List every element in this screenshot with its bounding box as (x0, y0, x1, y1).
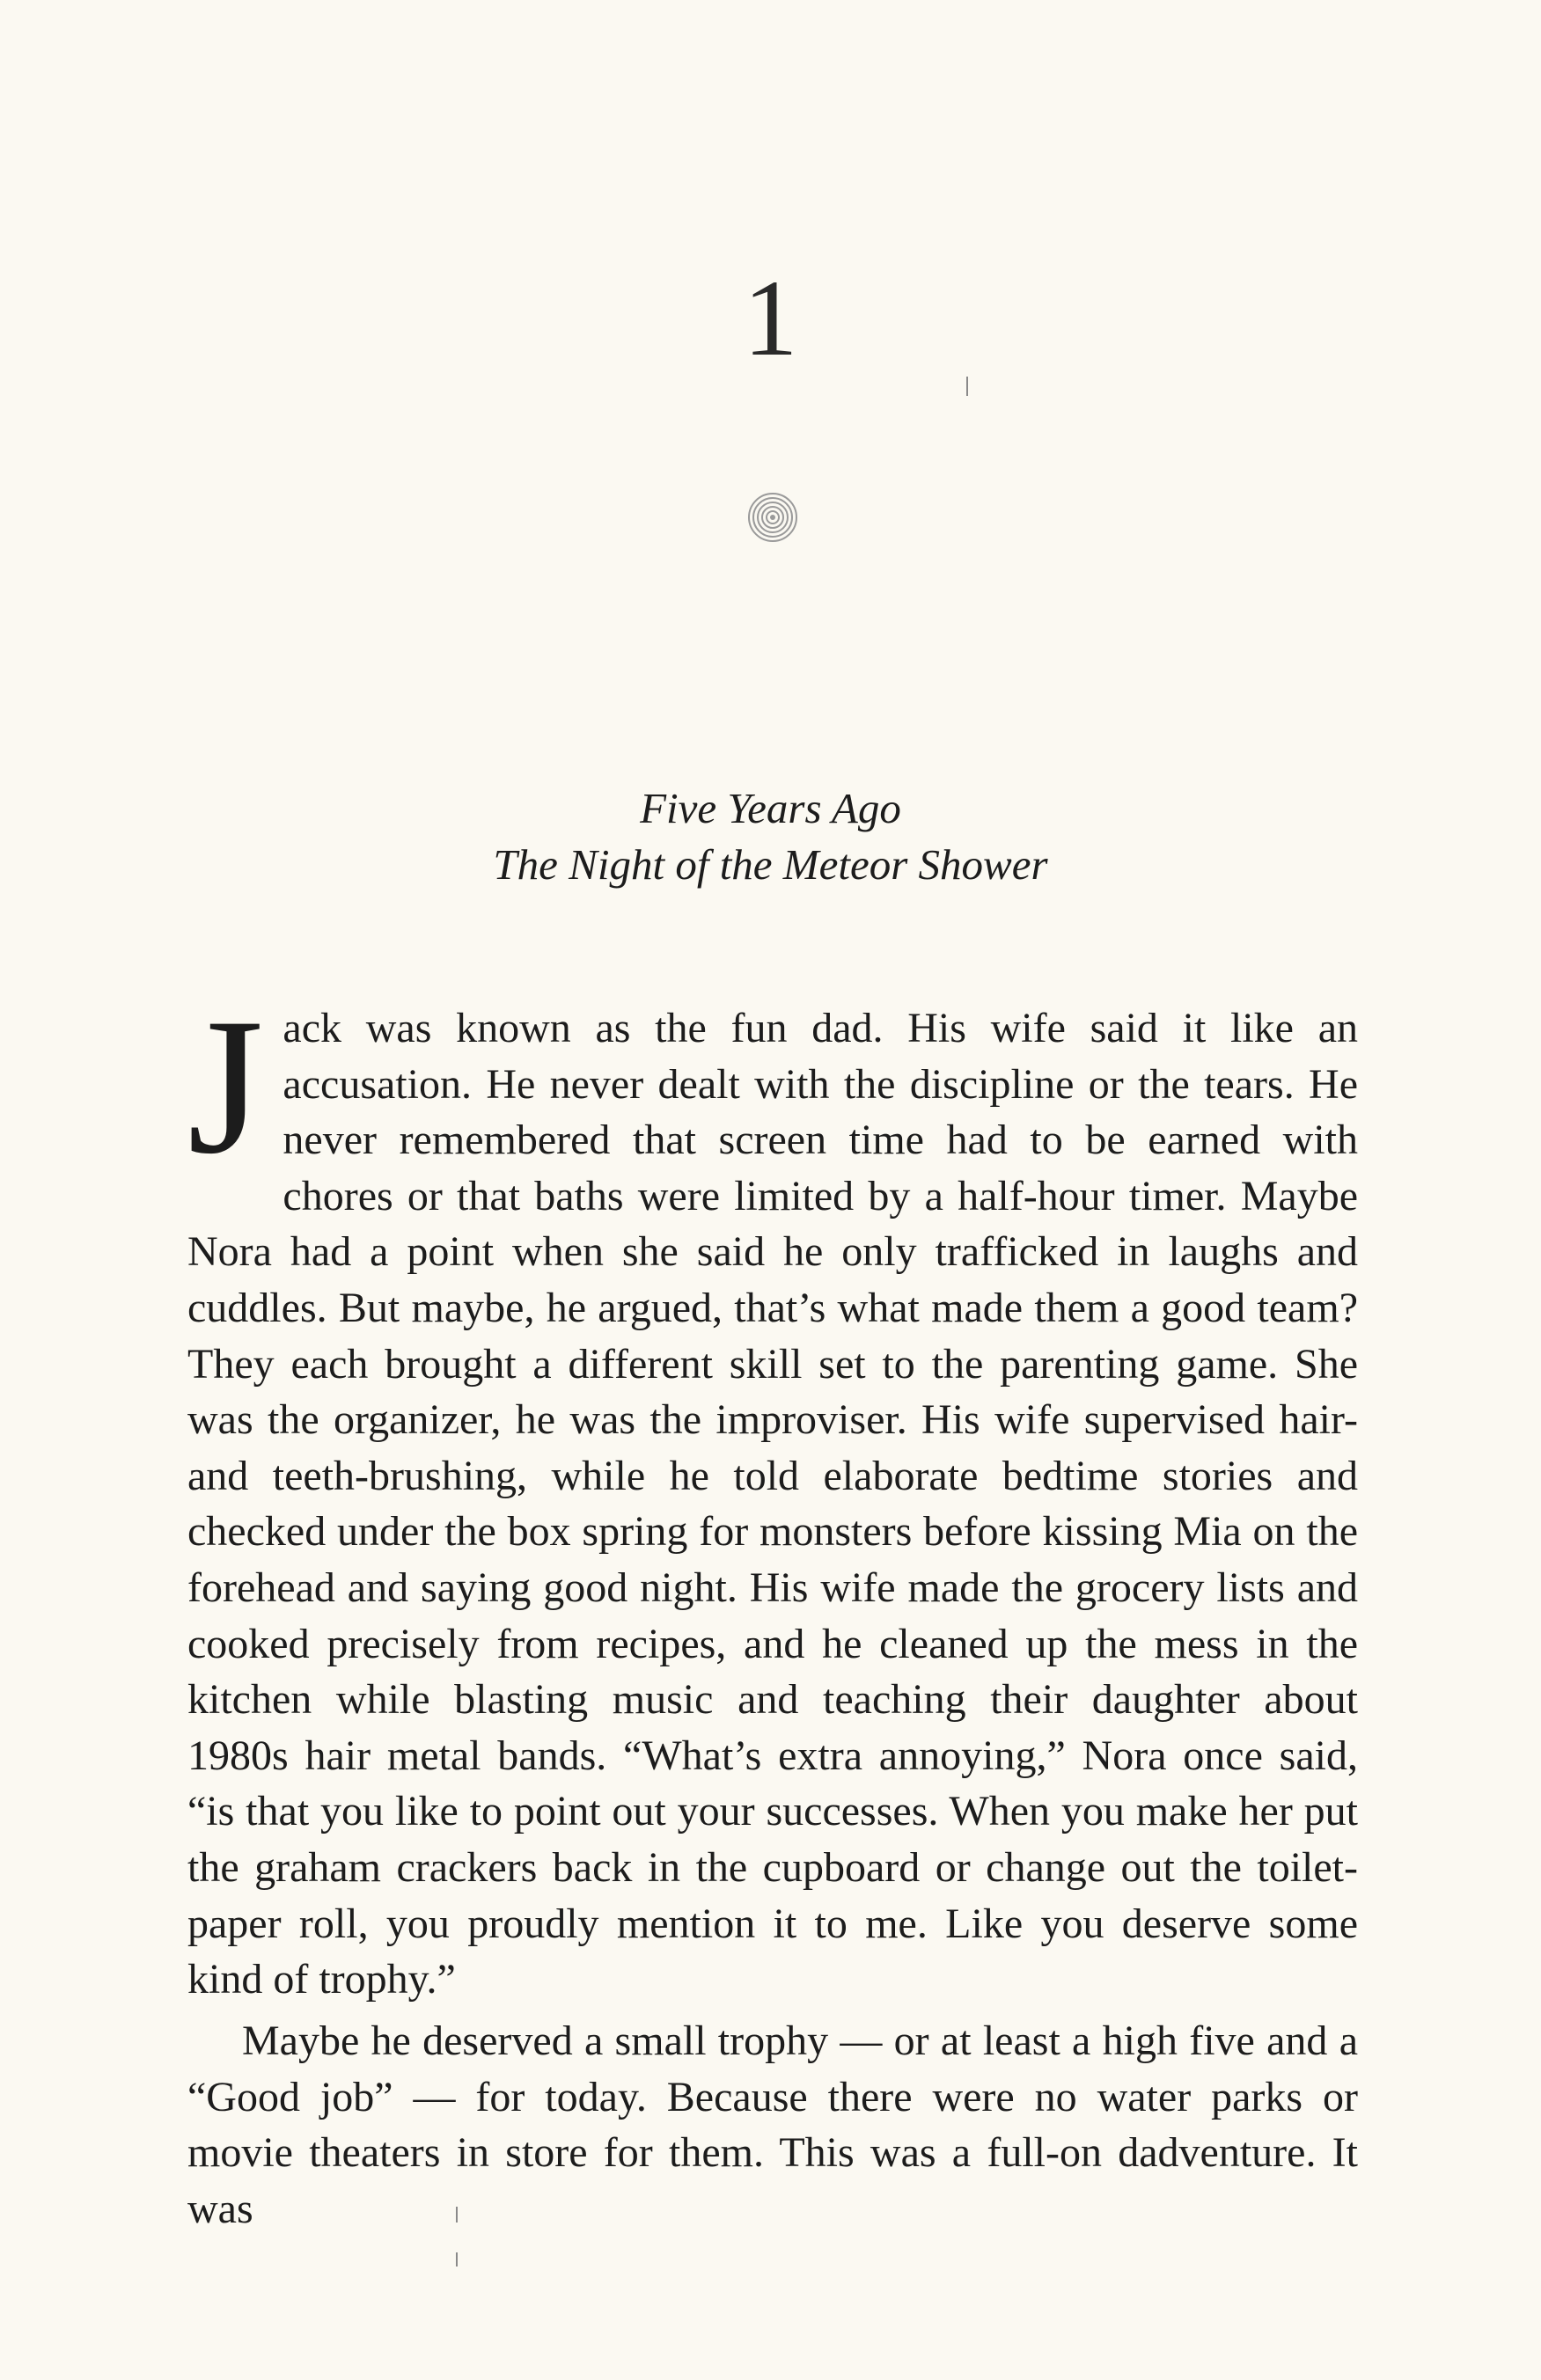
body-paragraph (187, 2013, 1358, 2237)
drop-cap: J (187, 978, 264, 1195)
paragraph-text: Maybe he deserved a small trophy — or at least a high five and a “Good job” — for today. Because there were no water parks or movie theaters in store for them. This was a full-on dadventure. It was (187, 2018, 1358, 2232)
chapter-subtitle: The Night of the Meteor Shower (493, 840, 1048, 889)
chapter-number: 1 (743, 258, 798, 378)
body-paragraph (187, 978, 1358, 2008)
chapter-time-label: Five Years Ago (640, 784, 901, 832)
margin-mark (456, 2207, 458, 2223)
concentric-circle-ornament-icon (746, 491, 799, 544)
paragraph-text: ack was known as the fun dad. His wife said it like an accusation. He never dealt with the discipline or the tears. He never remembered that screen time had to be earned with chores or that baths were limited by a half-hour timer. Maybe Nora had a point when she said he only trafficked in laughs and cuddles. But maybe, he argued, that’s what made them a good team? They each brought a different skill set to the parenting game. She was the organizer, he was the improviser. His wife supervised hair- and teeth-brushing, while he told elaborate bedtime stories and checked under the box spring for monsters before kissing Mia on the forehead and saying good night. His wife made the grocery lists and cooked precisely from recipes, and he cleaned up the mess in the kitchen while blasting music and teaching their daughter about 1980s hair metal bands. “What’s extra annoying,” Nora once said, “is that you like to point out your successes. When you make her put the graham crackers back in the cupboard or change out the toilet-paper roll, you proudly mention it to me. Like you deserve some kind of trophy.” (187, 1005, 1358, 2003)
margin-mark (966, 377, 968, 396)
margin-mark (456, 2252, 458, 2266)
